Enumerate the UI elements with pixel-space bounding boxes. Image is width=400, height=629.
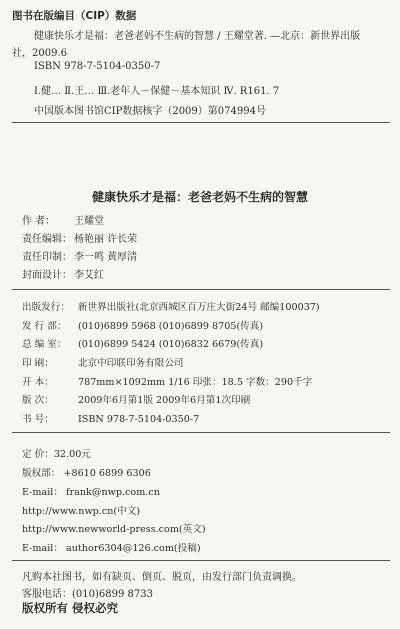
credit-printing: 责任印制： 李一鸣 黄厚清 [22,252,138,263]
pub-printer: 印 刷： 北京中印联印务有限公司 [22,358,184,369]
credits-rule [12,289,390,290]
credit-author: 作 者： 王耀堂 [22,216,104,227]
book-title: 健康快乐才是福：老爸老妈不生病的智慧 [91,190,308,204]
copyright-dept-phone: 版权部： +8610 6899 6306 [22,468,151,479]
pub-distribution: 发 行 部： (010)6899 5968 (010)6899 8705(传真) [22,321,264,332]
email-submission: E-mail： author6304@126.com(投稿) [22,543,201,554]
price: 定 价：32.00元 [22,449,91,460]
website-english: http://www.newworld-press.com(英文) [22,524,206,535]
pub-editorial: 总 编 室： (010)6899 5424 (010)6832 6679(传真) [22,339,264,350]
publication-rule [12,432,390,433]
credit-editor: 责任编辑： 杨艳丽 许长荣 [22,234,138,245]
pub-publisher: 出版发行： 新世界出版社(北京西城区百万庄大街24号 邮编100037) [22,302,320,313]
pub-isbn: 书 号： ISBN 978-7-5104-0350-7 [22,414,200,425]
cip-bottom-rule [12,122,390,123]
cip-line-4: Ⅰ.健… Ⅱ.王… Ⅲ.老年人－保健－基本知识 Ⅳ. R161. 7 [34,86,280,97]
contacts-rule [12,560,390,561]
replacement-notice: 凡购本社图书，如有缺页、倒页、脱页，由发行部门负责调换。 [22,572,302,583]
cip-line-2: 社，2009.6 [12,48,67,59]
cip-line-3: ISBN 978-7-5104-0350-7 [34,61,161,72]
cip-line-5: 中国版本图书馆CIP数据核字（2009）第074994号 [34,106,266,117]
pub-edition: 版 次： 2009年6月第1版 2009年6月第1次印刷 [22,395,251,406]
customer-service-phone: 客服电话：(010)6899 8733 [22,589,153,600]
pub-format: 开 本： 787mm×1092mm 1/16 印张：18.5 字数：290千字 [22,377,313,388]
copyright-notice: 版权所有 侵权必究 [22,601,119,615]
email-frank: E-mail： frank@nwp.com.cn [22,487,160,498]
cip-line-1: 健康快乐才是福：老爸老妈不生病的智慧 / 王耀堂著. —北京：新世界出版 [34,31,361,42]
cip-heading: 图书在版编目（CIP）数据 [12,10,137,22]
website-chinese: http://www.nwp.cn(中文) [22,506,141,517]
credit-cover-design: 封面设计： 李艾红 [22,270,104,281]
